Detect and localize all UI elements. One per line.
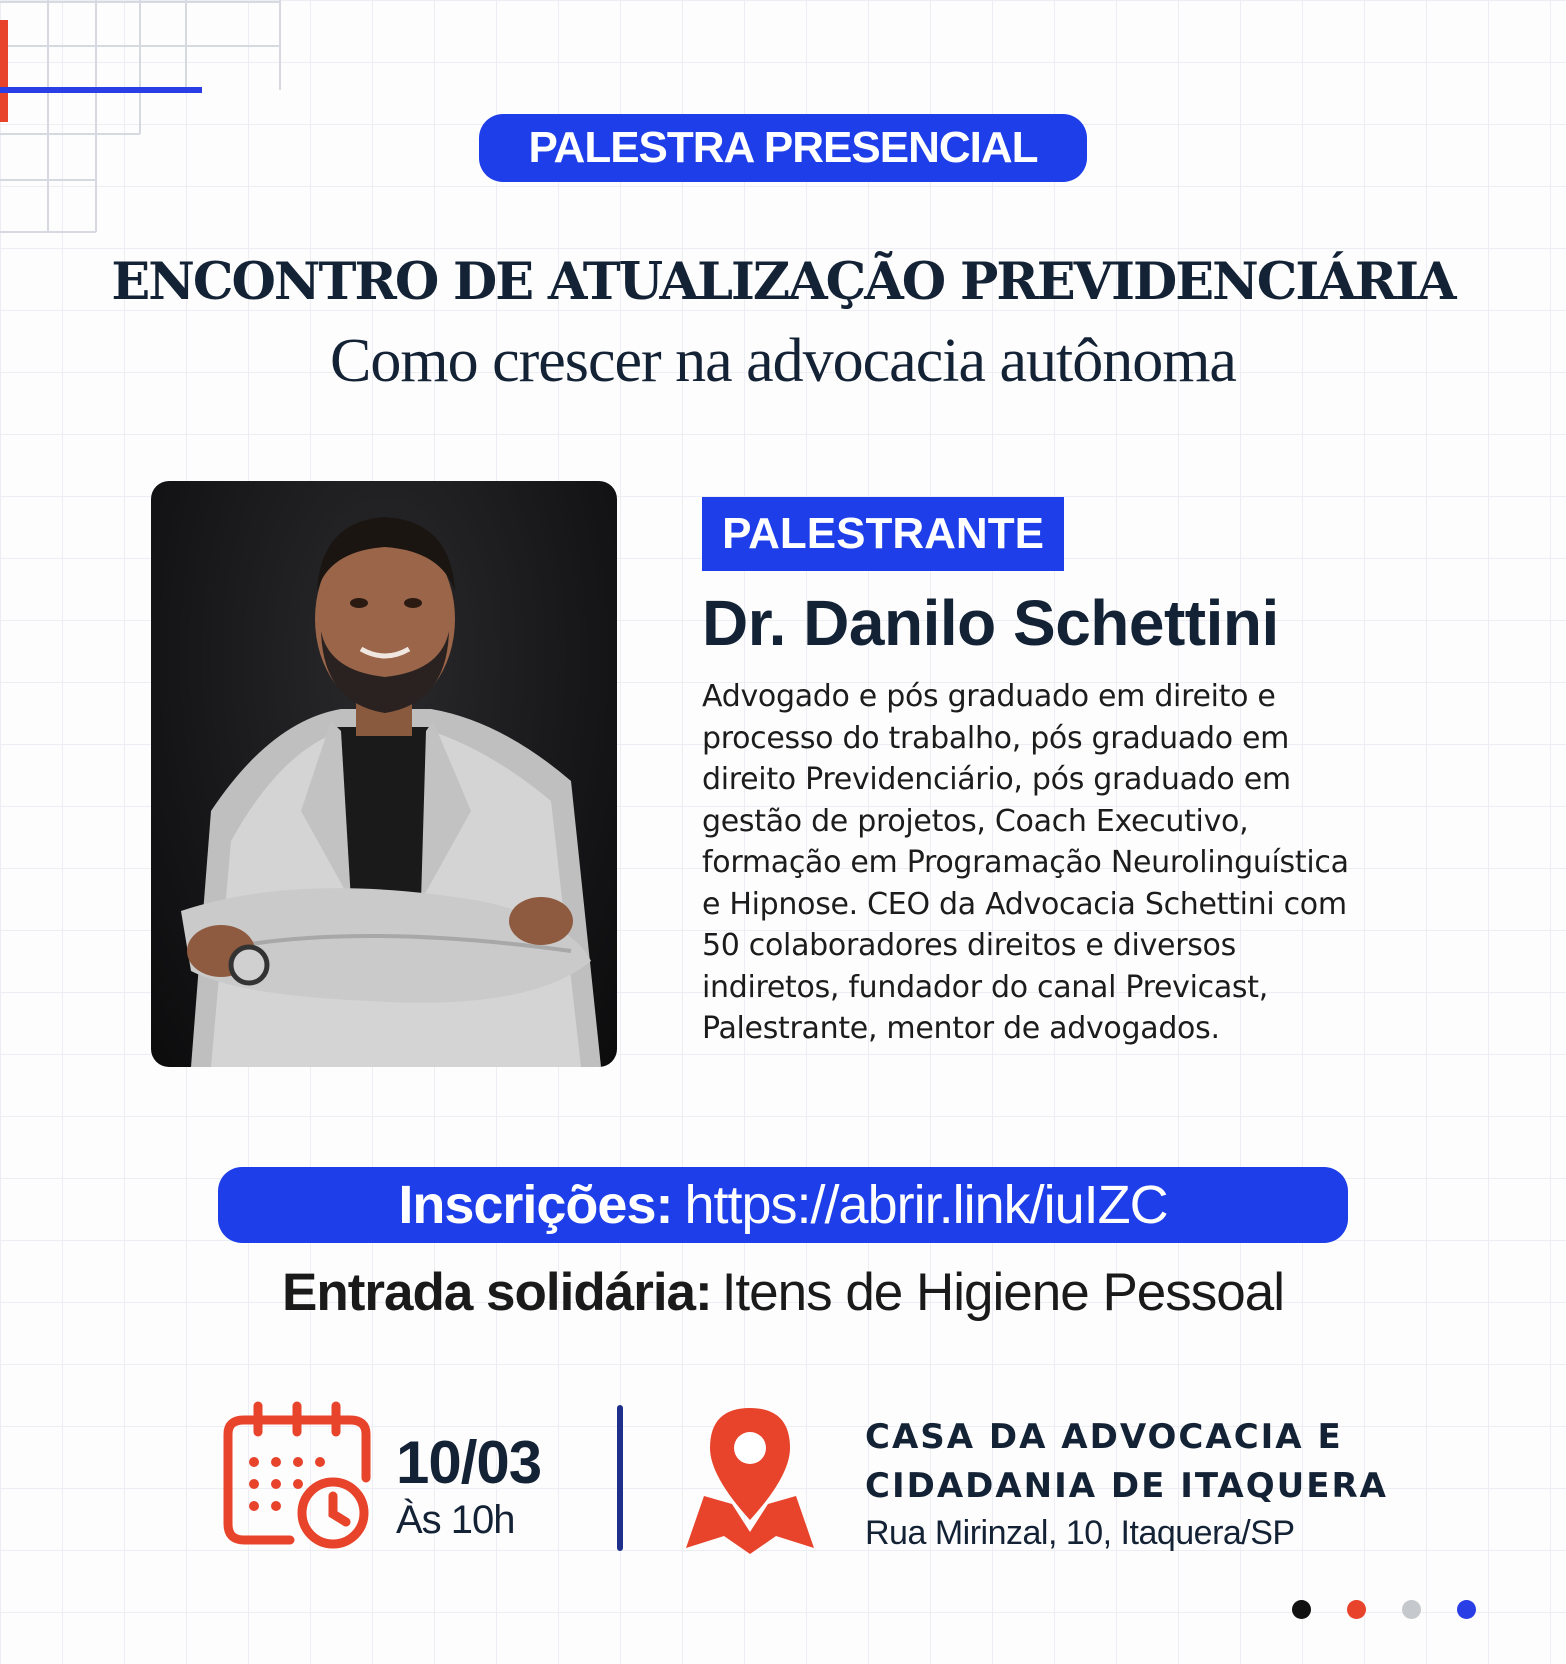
corner-grid-decoration <box>0 0 300 260</box>
registration-label: Inscrições: <box>398 1175 673 1235</box>
format-badge: PALESTRA PRESENCIAL <box>479 114 1087 182</box>
venue-line: CIDADANIA DE ITAQUERA <box>865 1466 1388 1506</box>
event-time: Às 10h <box>396 1498 515 1542</box>
entry-info <box>100 1262 1466 1323</box>
speaker-bio <box>702 676 1412 1050</box>
entry-value: Itens de Higiene Pessoal <box>721 1263 1284 1322</box>
bio-line: gestão de projetos, Coach Executivo, <box>702 803 1249 839</box>
entry-label: Entrada solidária: <box>282 1263 712 1322</box>
bio-line: formação em Programação Neurolinguística <box>702 845 1349 880</box>
speaker-photo <box>151 481 617 1067</box>
map-pin-icon <box>676 1404 824 1554</box>
bio-line: indiretos, fundador do canal Previcast, <box>702 969 1268 1005</box>
speaker-name: Dr. Danilo Schettini <box>702 587 1279 659</box>
event-title: ENCONTRO DE ATUALIZAÇÃO PREVIDENCIÁRIA <box>111 252 1455 312</box>
bio-line: Palestrante, mentor de advogados. <box>702 1011 1220 1046</box>
calendar-clock-icon <box>218 1400 376 1556</box>
registration-link[interactable]: https://abrir.link/iuIZC <box>684 1175 1168 1235</box>
registration-banner <box>218 1167 1348 1243</box>
bio-line: e Hipnose. CEO da Advocacia Schettini com <box>702 886 1347 922</box>
event-subtitle: Como crescer na advocacia autônoma <box>330 327 1236 395</box>
pager-dot[interactable] <box>1457 1600 1476 1619</box>
bio-line: processo do trabalho, pós graduado em <box>702 720 1290 756</box>
venue-line: CASA DA ADVOCACIA E <box>865 1417 1343 1457</box>
venue-name <box>865 1413 1388 1511</box>
speaker-tag: PALESTRANTE <box>702 497 1064 571</box>
carousel-pager <box>1292 1600 1476 1619</box>
venue-address: Rua Mirinzal, 10, Itaquera/SP <box>865 1514 1295 1552</box>
bio-line: Advogado e pós graduado em direito e <box>702 679 1276 714</box>
event-date: 10/03 <box>396 1429 542 1496</box>
pager-dot[interactable] <box>1347 1600 1366 1619</box>
pager-dot[interactable] <box>1292 1600 1311 1619</box>
pager-dot[interactable] <box>1402 1600 1421 1619</box>
bio-line: direito Previdenciário, pós graduado em <box>702 762 1291 797</box>
bio-line: 50 colaboradores direitos e diversos <box>702 928 1236 963</box>
info-divider <box>617 1405 623 1551</box>
